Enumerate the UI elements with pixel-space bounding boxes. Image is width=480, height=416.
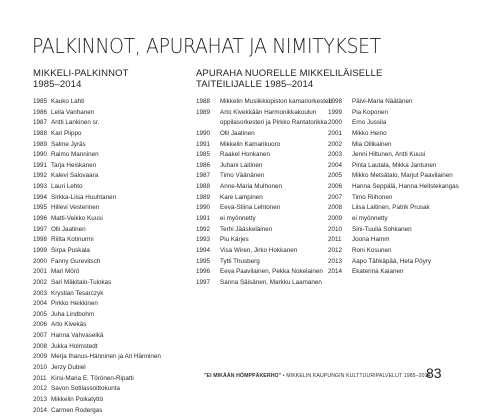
year: 1998 bbox=[33, 236, 48, 244]
recipient-name: Jerzy Dubiel bbox=[51, 364, 86, 372]
heading-line: TAITEILIJALLE 1985–2014 bbox=[196, 78, 314, 90]
list-item bbox=[196, 257, 332, 268]
recipient-name: Pirkko Heikkinen bbox=[51, 300, 98, 308]
recipient-name: Piu Kärjes bbox=[220, 236, 249, 244]
recipient-name: Erno Jussila bbox=[352, 119, 387, 127]
list-item bbox=[33, 406, 161, 416]
year: 2002 bbox=[33, 278, 48, 286]
list-item bbox=[33, 118, 161, 129]
list-item bbox=[33, 342, 161, 353]
list-item bbox=[196, 203, 332, 214]
recipient-name: Sanna Säisänen, Markku Laamanen bbox=[220, 278, 322, 286]
heading-line: 1985–2014 bbox=[33, 78, 82, 90]
year: 2002 bbox=[328, 140, 343, 148]
footer-text: • MIKKELIN KAUPUNGIN KULTTUURIPALVELUT 1985–2014 bbox=[281, 373, 431, 379]
list-item bbox=[33, 182, 161, 193]
recipient-name: Kari Piippo bbox=[51, 129, 82, 137]
year: 1992 bbox=[33, 172, 48, 180]
recipient-name: Arto Kivekäs bbox=[51, 321, 87, 329]
recipient-name: Lauri Lehto bbox=[51, 183, 83, 191]
year: 2014 bbox=[328, 268, 343, 276]
recipient-name: Joona Hamm bbox=[352, 236, 390, 244]
year: 2009 bbox=[328, 215, 343, 223]
list-item bbox=[33, 246, 161, 257]
recipient-name: Kalevi Salovaara bbox=[51, 172, 99, 180]
recipient-name: Timo Väänänen bbox=[220, 172, 265, 180]
recipient-name: Terhi Jääskeläinen bbox=[220, 225, 273, 233]
recipient-name: Sari Mäkitalo-Tulokas bbox=[51, 278, 112, 286]
recipient-name: Eeva-Stiina Lehtonen bbox=[220, 204, 281, 212]
list-item bbox=[33, 395, 161, 406]
recipient-name: ei myönnetty bbox=[352, 215, 388, 223]
recipient-name: Krystian Tesarczyk bbox=[51, 289, 104, 297]
year: 1989 bbox=[196, 108, 211, 116]
year: 2003 bbox=[33, 289, 48, 297]
list-item bbox=[33, 140, 161, 151]
heading-line: APURAHA NUORELLE MIKKELILÄISELLE bbox=[196, 68, 383, 79]
list-item bbox=[196, 118, 332, 129]
year: 1985 bbox=[196, 151, 211, 159]
recipient-name: Visa Wiren, Jirko Hokkanen bbox=[220, 246, 298, 254]
year: 1995 bbox=[33, 204, 48, 212]
list-item bbox=[196, 193, 332, 204]
list-item bbox=[196, 278, 332, 289]
year: 1986 bbox=[196, 161, 211, 169]
recipient-name: Sirpa Puskala bbox=[51, 246, 90, 254]
year: 1985 bbox=[33, 98, 48, 105]
recipient-name: Aapo Tähkäpää, Heta Pöyry bbox=[352, 257, 431, 265]
recipient-name: Päivi-Maria Näätänen bbox=[352, 98, 413, 105]
list-item bbox=[196, 235, 332, 246]
heading-line: MIKKELI-PALKINNOT bbox=[33, 68, 129, 79]
recipient-name: Mia Ollikainen bbox=[352, 140, 392, 148]
year: 2003 bbox=[328, 151, 343, 159]
year: 1991 bbox=[196, 140, 211, 148]
list-item bbox=[328, 246, 459, 257]
recipient-name: Jukka Holmstedt bbox=[51, 342, 98, 350]
page-title: PALKINNOT, APURAHAT JA NIMITYKSET bbox=[32, 34, 381, 58]
year: 1988 bbox=[196, 183, 211, 191]
list-item bbox=[328, 225, 459, 236]
list-item bbox=[33, 235, 161, 246]
recipient-name: Merja Ihanus-Hänninen ja Ari Hänninen bbox=[51, 353, 161, 361]
list-item bbox=[33, 320, 161, 331]
list-item bbox=[196, 129, 332, 140]
list-item bbox=[328, 267, 459, 278]
recipient-name: Leila Vanhanen bbox=[51, 108, 95, 116]
list-item bbox=[33, 384, 161, 395]
list-item bbox=[33, 150, 161, 161]
list-item bbox=[328, 214, 459, 225]
list-item bbox=[33, 374, 161, 385]
recipient-name: Pia Koponen bbox=[352, 108, 389, 116]
recipient-name: Arto Kivekkään Harmonikkakoulun bbox=[220, 108, 317, 116]
year: 2001 bbox=[328, 129, 343, 137]
year: 2006 bbox=[328, 183, 343, 191]
year: 1986 bbox=[33, 108, 48, 116]
year: 2013 bbox=[33, 395, 48, 403]
year: 2011 bbox=[33, 374, 47, 382]
recipient-name: Mikko Metsätalo, Marjut Paavilainen bbox=[352, 172, 453, 180]
year: 2005 bbox=[328, 172, 343, 180]
year: 1999 bbox=[33, 246, 48, 254]
year: 1989 bbox=[33, 140, 48, 148]
list-item bbox=[33, 193, 161, 204]
year: 2008 bbox=[33, 342, 48, 350]
list-item bbox=[33, 225, 161, 236]
list-item bbox=[196, 246, 332, 257]
list-item bbox=[33, 171, 161, 182]
year: 1994 bbox=[196, 246, 211, 254]
year: 1997 bbox=[33, 225, 48, 233]
year: 2010 bbox=[328, 225, 343, 233]
year: 2013 bbox=[328, 257, 343, 265]
list-item bbox=[328, 193, 459, 204]
list-item bbox=[33, 278, 161, 289]
year: 1987 bbox=[33, 119, 48, 127]
year: 1990 bbox=[196, 204, 211, 212]
year: 2007 bbox=[328, 193, 343, 201]
recipient-name: Mikkelin Musiikkiopiston kamariorkesteri bbox=[220, 98, 332, 105]
list-item bbox=[328, 108, 459, 119]
list-item bbox=[33, 310, 161, 321]
list-item bbox=[328, 161, 459, 172]
year: 2000 bbox=[33, 257, 48, 265]
footer-caption bbox=[204, 373, 431, 379]
year: 1993 bbox=[33, 183, 48, 191]
year: 2006 bbox=[33, 321, 48, 329]
recipient-name: Kirsi-Maria E. Törönen-Ripatti bbox=[51, 374, 134, 382]
recipient-name: oppilasorkesteri ja Pirkko Rantatorikka bbox=[220, 119, 328, 127]
year: 1997 bbox=[196, 278, 211, 286]
apuraha-list-2 bbox=[328, 97, 459, 278]
recipient-name: Pinta Lautala, Mikka Jantunen bbox=[352, 161, 437, 169]
list-item bbox=[196, 225, 332, 236]
recipient-name: Raimo Manninen bbox=[51, 151, 99, 159]
list-item bbox=[328, 97, 459, 108]
year: 1991 bbox=[196, 215, 211, 223]
year: 2004 bbox=[328, 161, 343, 169]
list-item bbox=[33, 352, 161, 363]
recipient-name: Mari Mörö bbox=[51, 268, 80, 276]
list-item bbox=[196, 171, 332, 182]
year: 2010 bbox=[33, 364, 48, 372]
year: 1987 bbox=[196, 172, 211, 180]
recipient-name: Liisa Laitinen, Patrik Prusak bbox=[352, 204, 430, 212]
recipient-name: Sirkka-Liisa Huuhtanen bbox=[51, 193, 117, 201]
list-item bbox=[33, 129, 161, 140]
year: 2014 bbox=[33, 406, 48, 414]
list-item bbox=[196, 161, 332, 172]
year: 1990 bbox=[196, 129, 211, 137]
recipient-name: Anne-Maria Mulhonen bbox=[220, 183, 282, 191]
year: 1996 bbox=[33, 215, 48, 223]
recipient-name: Kauko Lahti bbox=[51, 98, 85, 105]
list-item bbox=[33, 203, 161, 214]
footer-bold: "EI MIKÄÄN HÖMPPÄKERHO" bbox=[204, 373, 282, 379]
list-item bbox=[33, 257, 161, 268]
recipient-name: Mikkelin Kamarikuoro bbox=[220, 140, 281, 148]
year: 1998 bbox=[328, 98, 343, 105]
list-item bbox=[33, 289, 161, 300]
recipient-name: Mikkelin Poikatyttö bbox=[51, 395, 104, 403]
recipient-name: Juhani Laitinen bbox=[220, 161, 263, 169]
recipient-name: Matti-Veikko Kuusi bbox=[51, 215, 103, 223]
year: 1993 bbox=[196, 236, 211, 244]
year: 2012 bbox=[328, 246, 343, 254]
list-item bbox=[328, 129, 459, 140]
recipient-name: Hanna Seppälä, Hanna Hellstekangas bbox=[352, 183, 459, 191]
recipient-name: Kare Lampinen bbox=[220, 193, 263, 201]
year: 1991 bbox=[33, 161, 48, 169]
mikkeli-palkinnot-heading bbox=[33, 69, 129, 90]
list-item bbox=[33, 331, 161, 342]
list-item bbox=[328, 257, 459, 268]
year: 1988 bbox=[196, 98, 211, 105]
apuraha-list-1 bbox=[196, 97, 332, 289]
list-item bbox=[33, 97, 161, 108]
year: 1994 bbox=[33, 193, 48, 201]
recipient-name: Hillevi Vesterinen bbox=[51, 204, 100, 212]
recipient-name: Juha Lindbohm bbox=[51, 310, 95, 318]
recipient-name: ei myönnetty bbox=[220, 215, 256, 223]
year: 1995 bbox=[196, 257, 211, 265]
recipient-name: Mikko Heino bbox=[352, 129, 387, 137]
year: 1990 bbox=[33, 151, 48, 159]
list-item bbox=[33, 214, 161, 225]
list-item bbox=[33, 363, 161, 374]
recipient-name: Fanny Gurevitsch bbox=[51, 257, 101, 265]
recipient-name: Salme Jyräs bbox=[51, 140, 86, 148]
list-item bbox=[328, 203, 459, 214]
recipient-name: Antti Lankinen sr. bbox=[51, 119, 100, 127]
year: 1996 bbox=[196, 268, 211, 276]
list-item bbox=[196, 150, 332, 161]
list-item bbox=[328, 182, 459, 193]
list-item bbox=[196, 140, 332, 151]
recipient-name: Tarja Heiskanen bbox=[51, 161, 97, 169]
page-number: 83 bbox=[426, 365, 442, 381]
recipient-name: Olli Jaatinen bbox=[220, 129, 255, 137]
list-item bbox=[33, 299, 161, 310]
year: 2004 bbox=[33, 300, 48, 308]
list-item bbox=[33, 108, 161, 119]
year: 2007 bbox=[33, 332, 48, 340]
list-item bbox=[33, 267, 161, 278]
recipient-name: Roni Kosunen bbox=[352, 246, 392, 254]
recipient-name: Carmen Rodergas bbox=[51, 406, 103, 414]
year: 1999 bbox=[328, 108, 343, 116]
recipient-name: Tytti Thusberg bbox=[220, 257, 260, 265]
recipient-name: Olli Jaatinen bbox=[51, 225, 86, 233]
list-item bbox=[196, 108, 332, 119]
list-item bbox=[328, 140, 459, 151]
year: 2001 bbox=[33, 268, 48, 276]
year: 2005 bbox=[33, 310, 48, 318]
year: 2000 bbox=[328, 119, 343, 127]
year: 2011 bbox=[328, 236, 342, 244]
year: 1992 bbox=[196, 225, 211, 233]
year: 1989 bbox=[196, 193, 211, 201]
mikkeli-palkinnot-list bbox=[33, 97, 161, 416]
list-item bbox=[328, 118, 459, 129]
list-item bbox=[196, 182, 332, 193]
recipient-name: Timo Riihonen bbox=[352, 193, 393, 201]
recipient-name: Eeva Paavilainen, Pekka Nokelainen bbox=[220, 268, 323, 276]
list-item bbox=[196, 214, 332, 225]
year: 1988 bbox=[33, 129, 48, 137]
list-item bbox=[328, 171, 459, 182]
recipient-name: Raakel Honkanen bbox=[220, 151, 271, 159]
list-item bbox=[196, 97, 332, 108]
year: 2012 bbox=[33, 385, 48, 393]
recipient-name: Ekaterina Kaianen bbox=[352, 268, 404, 276]
list-item bbox=[33, 161, 161, 172]
year: 2008 bbox=[328, 204, 343, 212]
recipient-name: Riitta Kotinurmi bbox=[51, 236, 94, 244]
list-item bbox=[328, 150, 459, 161]
recipient-name: Savon Sotilassoittokunta bbox=[51, 385, 120, 393]
year: 2009 bbox=[33, 353, 48, 361]
list-item bbox=[196, 267, 332, 278]
apuraha-heading bbox=[196, 69, 382, 90]
recipient-name: Sini-Tuulia Sohkanen bbox=[352, 225, 412, 233]
list-item bbox=[328, 235, 459, 246]
recipient-name: Hanna Vahvaselkä bbox=[51, 332, 104, 340]
recipient-name: Jenni Hiltunen, Antti Kuusi bbox=[352, 151, 426, 159]
